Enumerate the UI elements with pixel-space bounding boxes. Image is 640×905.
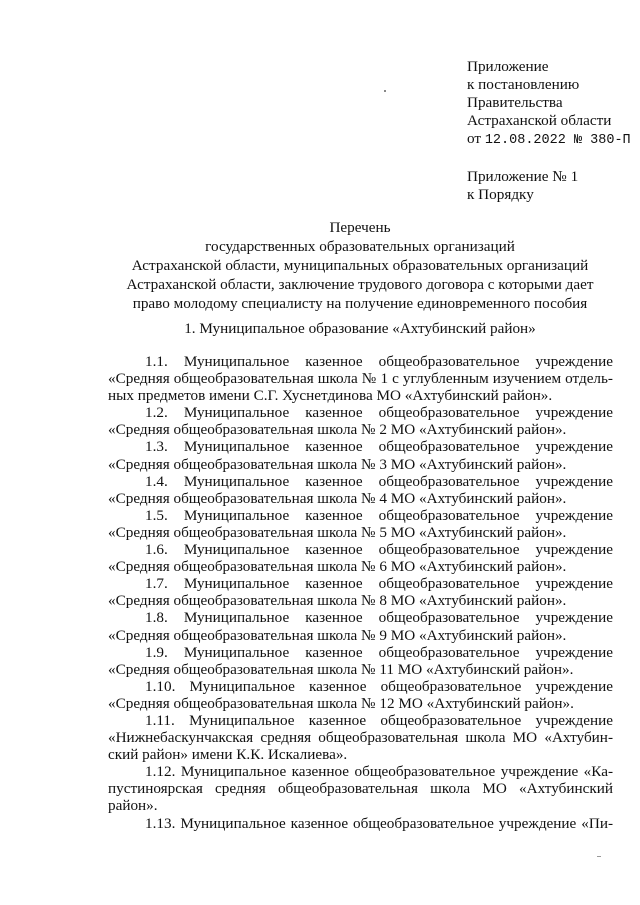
item-line: «Нижнебаскунчакская средняя общеобразовательная школа МО «Ахтубин- xyxy=(108,729,613,747)
header-line: Астраханской области xyxy=(467,112,612,129)
header-line: Приложение xyxy=(467,58,549,75)
list-item xyxy=(108,678,613,712)
header-date-line xyxy=(467,130,631,150)
item-line: «Средняя общеобразовательная школа № 12 МО «Ахтубинский район». xyxy=(108,694,574,712)
list-item xyxy=(108,438,613,472)
title-line: Перечень xyxy=(329,219,391,236)
item-line: 1.3. Муниципальное казенное общеобразовательное учреждение xyxy=(145,438,613,456)
list-item xyxy=(108,575,613,609)
item-line: 1.2. Муниципальное казенное общеобразовательное учреждение xyxy=(145,404,613,422)
document-title xyxy=(100,218,620,313)
item-line: 1.11. Муниципальное казенное общеобразовательное учреждение xyxy=(145,711,613,729)
scan-mark xyxy=(597,856,601,857)
list-item xyxy=(108,353,613,404)
scan-speck xyxy=(384,90,386,92)
appendix-number: Приложение № 1 xyxy=(467,168,579,185)
item-line: район». xyxy=(108,797,158,815)
item-line: пустиноярская средняя общеобразовательная школа МО «Ахтубинский xyxy=(108,780,613,798)
item-line: ных предметов имени С.Г. Хуснетдинова МО «Ахтубинский район». xyxy=(108,387,553,405)
header-line: к постановлению xyxy=(467,76,580,93)
section-heading: 1. Муниципальное образование «Ахтубинский район» xyxy=(184,320,536,337)
item-line: 1.12. Муниципальное казенное общеобразовательное учреждение «Ка- xyxy=(145,763,613,781)
list-item xyxy=(108,609,613,643)
item-line: 1.1. Муниципальное казенное общеобразовательное учреждение xyxy=(145,353,613,370)
list-item xyxy=(108,404,613,438)
item-line: «Средняя общеобразовательная школа № 1 с углубленным изучением отдель- xyxy=(108,370,613,388)
list-item xyxy=(108,541,613,575)
list-item xyxy=(108,763,613,814)
item-list xyxy=(108,353,613,832)
item-line: 1.7. Муниципальное казенное общеобразовательное учреждение xyxy=(145,575,613,593)
item-line: «Средняя общеобразовательная школа № 8 МО «Ахтубинский район». xyxy=(108,592,567,610)
item-line: «Средняя общеобразовательная школа № 4 МО «Ахтубинский район». xyxy=(108,489,567,507)
item-line: 1.4. Муниципальное казенное общеобразовательное учреждение xyxy=(145,472,613,490)
header-line: Правительства xyxy=(467,94,563,111)
item-line: 1.6. Муниципальное казенное общеобразовательное учреждение xyxy=(145,541,613,559)
item-line: ский район» имени К.К. Искалиева». xyxy=(108,746,348,764)
title-line: Астраханской области, заключение трудового договора с которыми дает xyxy=(126,276,594,293)
item-line: 1.10. Муниципальное казенное общеобразовательное учреждение xyxy=(145,677,613,695)
list-item xyxy=(108,712,613,763)
item-line: 1.9. Муниципальное казенное общеобразовательное учреждение xyxy=(145,643,613,661)
header-date-prefix: от xyxy=(467,130,482,147)
header-date-number: 12.08.2022 № 380-П xyxy=(484,133,631,148)
list-item xyxy=(108,473,613,507)
item-line: «Средняя общеобразовательная школа № 11 МО «Ахтубинский район». xyxy=(108,660,574,678)
item-line: «Средняя общеобразовательная школа № 3 МО «Ахтубинский район». xyxy=(108,455,567,473)
item-line: 1.13. Муниципальное казенное общеобразовательное учреждение «Пи- xyxy=(145,814,613,832)
item-line: «Средняя общеобразовательная школа № 5 МО «Ахтубинский район». xyxy=(108,523,567,541)
item-line: 1.8. Муниципальное казенное общеобразовательное учреждение xyxy=(145,609,613,627)
appendix-to-order: к Порядку xyxy=(467,186,534,203)
title-line: государственных образовательных организаций xyxy=(205,238,515,255)
item-line: 1.5. Муниципальное казенное общеобразовательное учреждение xyxy=(145,506,613,524)
approval-header xyxy=(467,58,631,204)
item-line: «Средняя общеобразовательная школа № 6 МО «Ахтубинский район». xyxy=(108,558,567,576)
list-item xyxy=(108,815,613,832)
item-line: «Средняя общеобразовательная школа № 9 МО «Ахтубинский район». xyxy=(108,626,567,644)
title-line: Астраханской области, муниципальных образовательных организаций xyxy=(131,257,589,274)
list-item xyxy=(108,644,613,678)
item-line: «Средняя общеобразовательная школа № 2 МО «Ахтубинский район». xyxy=(108,421,567,439)
title-line: право молодому специалисту на получение единовременного пособия xyxy=(132,295,588,312)
list-item xyxy=(108,507,613,541)
